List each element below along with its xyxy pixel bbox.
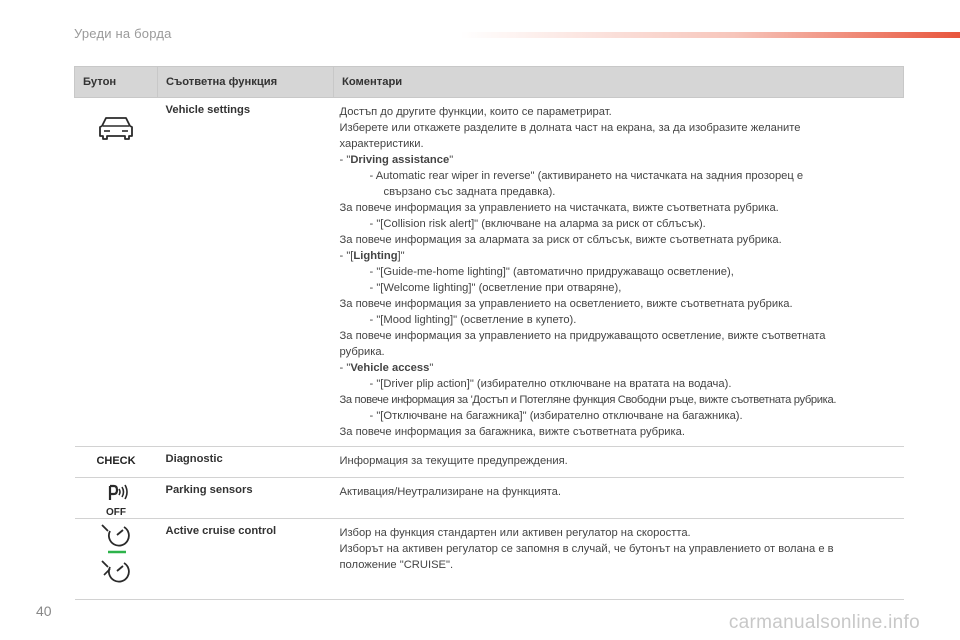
comment-line: - Automatic rear wiper in reverse" (активирането на чистачката на задния прозорец е [369,170,804,182]
column-header-function: Съответна функция [158,67,334,98]
header-accent-bar [460,32,960,38]
comment-line: - "[Driver plip action]" (избирателно отключване на вратата на водача). [369,378,732,390]
table-row [75,519,904,600]
comment-line: Изборът на активен регулатор се запомня в случай, че бутонът на управлението от волана е в [339,543,834,555]
column-header-comments: Коментари [334,67,904,98]
button-cell [75,478,158,519]
table-header-row [75,67,904,98]
button-cell [75,98,158,447]
cruise-control-icon [96,523,136,593]
comment-line: За повече информация за управлението на придружаващото осветление, вижте съответната [339,330,826,342]
line-prefix: - " [339,154,351,166]
comment-line [340,360,904,376]
comment-cell [334,478,904,519]
comment-line: Избор на функция стандартен или активен регулатор на скоростта. [339,527,691,539]
function-name: Diagnostic [158,447,334,478]
comment-line: - "[Mood lighting]" (осветление в купето). [369,314,577,326]
button-cell [75,447,158,478]
comment-line [340,152,904,168]
comment-line: - "[Collision risk alert]" (включване на аларма за риск от сблъсък). [369,218,706,230]
comment-line: - "[Welcome lighting]" (осветление при отваряне), [369,282,622,294]
line-suffix: " [449,154,454,166]
check-button-label: CHECK [96,455,136,467]
comment-line: свързано със задната предавка). [383,186,556,198]
button-cell [75,519,158,600]
page-title: Уреди на борда [74,26,172,41]
function-name: Vehicle settings [158,98,334,447]
section-name: Driving assistance [350,154,450,166]
comment-line: За повече информация за 'Достъп и Потегляне функция Свободни ръце, вижте съответната рубрика. [339,394,837,406]
comment-line [340,248,904,264]
comment-line: - "[Guide-me-home lighting]" (автоматично придружаващо осветление), [369,266,734,278]
column-header-button: Бутон [75,67,158,98]
line-prefix: - "[ [339,250,354,262]
table-row [75,98,904,447]
comment-cell [334,519,904,600]
section-name: Lighting [353,250,398,262]
comment-line: Активация/Неутрализиране на функцията. [339,486,561,498]
table-row [75,478,904,519]
comment-cell [334,447,904,478]
line-suffix: ]" [397,250,405,262]
car-settings-icon [94,112,138,142]
parking-sensor-off-icon [96,482,136,518]
page-number: 40 [36,603,52,619]
functions-table [74,66,904,600]
comment-line: За повече информация за алармата за риск от сблъсък, вижте съответната рубрика. [339,234,782,246]
line-suffix: " [429,362,434,374]
line-prefix: - " [339,362,351,374]
comment-line: Изберете или откажете разделите в долната част на екрана, за да изобразите желаните [339,122,801,134]
comment-line: За повече информация за управлението на осветлението, вижте съответната рубрика. [339,298,793,310]
comment-line: Информация за текущите предупреждения. [339,455,568,467]
function-name: Active cruise control [158,519,334,600]
section-name: Vehicle access [350,362,430,374]
off-label: OFF [106,507,126,518]
comment-line: За повече информация за управлението на чистачката, вижте съответната рубрика. [339,202,779,214]
watermark: carmanualsonline.info [728,612,920,633]
comment-line: Достъп до другите функции, които се параметрират. [339,106,612,118]
comment-line: характеристики. [339,138,424,150]
page-header [0,0,960,60]
comment-line: - "[Отключване на багажника]" (избирателно отключване на багажника). [369,410,743,422]
comment-line: рубрика. [339,346,385,358]
comment-line: положение "CRUISE". [339,559,454,571]
comment-cell [334,98,904,447]
function-name: Parking sensors [158,478,334,519]
table-row [75,447,904,478]
comment-line: За повече информация за багажника, вижте съответната рубрика. [339,426,686,438]
